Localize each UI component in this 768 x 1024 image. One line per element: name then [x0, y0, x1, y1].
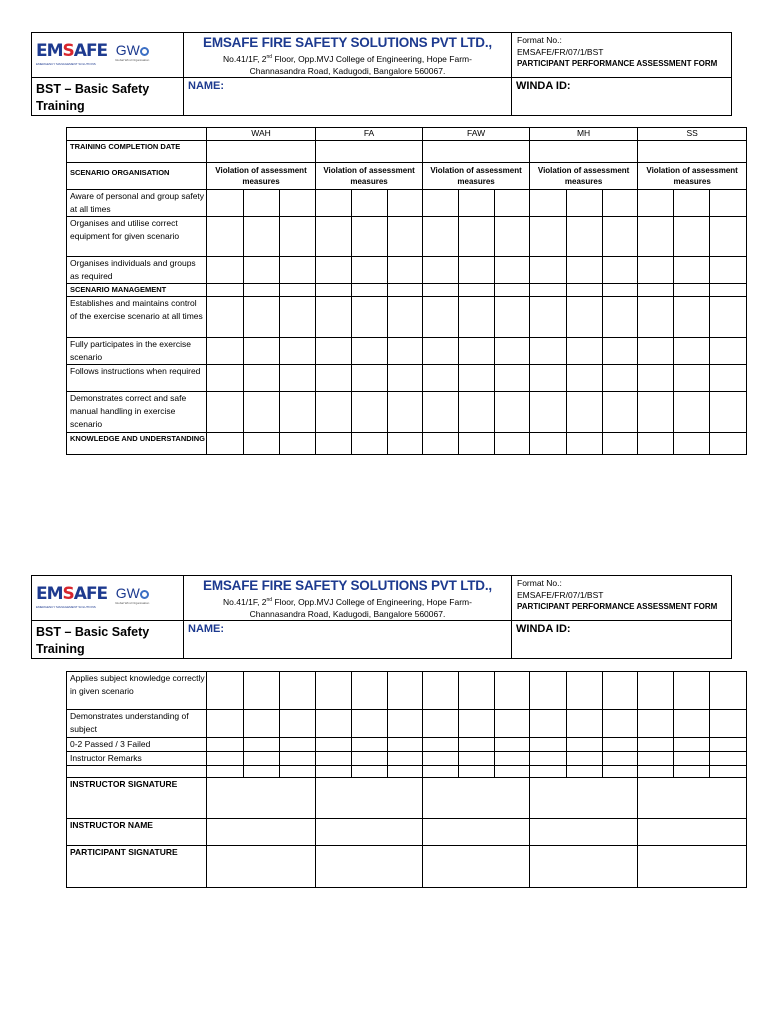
signature-cell[interactable]	[207, 778, 316, 819]
mark-cell[interactable]	[638, 710, 674, 738]
mark-cell[interactable]	[567, 365, 603, 392]
mark-cell[interactable]	[280, 284, 316, 297]
mark-cell[interactable]	[423, 433, 459, 455]
mark-cell[interactable]	[567, 338, 603, 365]
mark-cell[interactable]	[423, 672, 459, 710]
mark-cell[interactable]	[603, 257, 638, 284]
mark-cell[interactable]	[674, 672, 710, 710]
mark-cell[interactable]	[388, 217, 423, 257]
mark-cell[interactable]	[423, 365, 459, 392]
mark-cell[interactable]	[638, 365, 674, 392]
mark-cell[interactable]	[710, 766, 747, 778]
mark-cell[interactable]	[423, 297, 459, 338]
criteria-row: Organises and utilise correct equipment for given scenario	[67, 217, 747, 257]
mark-cell[interactable]	[423, 766, 459, 778]
mark-cell[interactable]	[316, 738, 352, 752]
mark-cell[interactable]	[352, 766, 388, 778]
mark-cell[interactable]	[388, 752, 423, 766]
criteria-row: Organises individuals and groups as required	[67, 257, 747, 284]
violation-header: Violation of assessment measures	[316, 163, 423, 190]
criteria-row: Instructor Remarks	[67, 752, 747, 766]
mark-cell[interactable]	[567, 190, 603, 217]
mark-cell[interactable]	[530, 190, 567, 217]
mark-cell[interactable]	[710, 190, 747, 217]
mark-cell[interactable]	[388, 338, 423, 365]
mark-cell[interactable]	[244, 297, 280, 338]
mark-cell[interactable]	[674, 392, 710, 433]
assessment-grid-1	[66, 127, 747, 455]
mark-cell[interactable]	[316, 433, 352, 455]
signature-cell[interactable]	[530, 819, 638, 846]
blank-row	[67, 766, 747, 778]
mark-cell[interactable]	[495, 257, 530, 284]
mark-cell[interactable]	[207, 338, 244, 365]
mark-cell[interactable]	[316, 217, 352, 257]
mark-cell[interactable]	[316, 190, 352, 217]
mark-cell[interactable]	[423, 190, 459, 217]
completion-date-row: TRAINING COMPLETION DATE	[67, 141, 747, 163]
mark-cell[interactable]	[603, 392, 638, 433]
mark-cell[interactable]	[459, 433, 495, 455]
mark-cell[interactable]	[388, 738, 423, 752]
criteria-row: Fully participates in the exercise scenario	[67, 338, 747, 365]
mark-cell[interactable]	[280, 297, 316, 338]
assessment-grid-2	[66, 671, 747, 888]
mark-cell[interactable]	[530, 433, 567, 455]
mark-cell[interactable]	[674, 217, 710, 257]
course-name: BST – Basic Safety Training	[32, 621, 184, 659]
signature-cell[interactable]	[530, 778, 638, 819]
signature-cell[interactable]	[207, 846, 316, 888]
mark-cell[interactable]	[459, 257, 495, 284]
mark-cell[interactable]	[674, 738, 710, 752]
mark-cell[interactable]	[603, 710, 638, 738]
mark-cell[interactable]	[459, 217, 495, 257]
mark-cell[interactable]	[207, 710, 244, 738]
mark-cell[interactable]	[207, 433, 244, 455]
mark-cell[interactable]	[495, 297, 530, 338]
mark-cell[interactable]	[495, 766, 530, 778]
signature-cell[interactable]	[638, 846, 747, 888]
name-field[interactable]: NAME:	[184, 78, 512, 116]
mark-cell[interactable]	[530, 710, 567, 738]
violation-header: Violation of assessment measures	[638, 163, 747, 190]
mark-cell[interactable]	[603, 433, 638, 455]
mark-cell[interactable]	[280, 710, 316, 738]
mark-cell[interactable]	[459, 752, 495, 766]
mark-cell[interactable]	[207, 752, 244, 766]
company-info	[184, 33, 512, 78]
section-row: SCENARIO MANAGEMENT	[67, 284, 747, 297]
criteria-row: Demonstrates correct and safe manual handling in exercise scenario	[67, 392, 747, 433]
date-cell[interactable]	[207, 141, 316, 163]
mark-cell[interactable]	[638, 672, 674, 710]
mark-cell[interactable]	[280, 433, 316, 455]
mark-cell[interactable]	[207, 284, 244, 297]
mark-cell[interactable]	[280, 365, 316, 392]
mark-cell[interactable]	[530, 297, 567, 338]
gwo-logo: GW Global Wind Organisation	[115, 42, 150, 62]
mark-cell[interactable]	[530, 217, 567, 257]
form-header-2	[31, 575, 732, 659]
mark-cell[interactable]	[674, 190, 710, 217]
mark-cell[interactable]	[280, 338, 316, 365]
signature-row	[67, 846, 747, 888]
criteria-row: Applies subject knowledge correctly in given scenario	[67, 672, 747, 710]
mark-cell[interactable]	[567, 766, 603, 778]
module-header: FAW	[423, 128, 530, 141]
mark-cell[interactable]	[710, 752, 747, 766]
mark-cell[interactable]	[244, 433, 280, 455]
form-title: PARTICIPANT PERFORMANCE ASSESSMENT FORM	[517, 59, 718, 68]
mark-cell[interactable]	[567, 672, 603, 710]
mark-cell[interactable]	[352, 297, 388, 338]
mark-cell[interactable]	[459, 190, 495, 217]
mark-cell[interactable]	[207, 392, 244, 433]
mark-cell[interactable]	[530, 257, 567, 284]
mark-cell[interactable]	[352, 365, 388, 392]
signature-cell[interactable]	[316, 778, 423, 819]
criteria-row: Demonstrates understanding of subject	[67, 710, 747, 738]
format-code: EMSAFE/FR/07/1/BST	[517, 590, 604, 600]
mark-cell[interactable]	[603, 297, 638, 338]
date-cell[interactable]	[638, 141, 747, 163]
mark-cell[interactable]	[638, 752, 674, 766]
format-info: Format No.: EMSAFE/FR/07/1/BST PARTICIPANT PERFORMANCE ASSESSMENT FORM	[512, 33, 732, 78]
winda-id-field[interactable]: WINDA ID:	[512, 78, 732, 116]
mark-cell[interactable]	[388, 710, 423, 738]
mark-cell[interactable]	[352, 672, 388, 710]
signature-cell[interactable]	[530, 846, 638, 888]
mark-cell[interactable]	[388, 365, 423, 392]
mark-cell[interactable]	[710, 297, 747, 338]
format-code: EMSAFE/FR/07/1/BST	[517, 47, 604, 57]
mark-cell[interactable]	[316, 257, 352, 284]
mark-cell[interactable]	[710, 738, 747, 752]
signature-row	[67, 778, 747, 819]
module-header: WAH	[207, 128, 316, 141]
mark-cell[interactable]	[388, 297, 423, 338]
mark-cell[interactable]	[244, 190, 280, 217]
company-address: No.41/1F, 2nd Floor, Opp.MVJ College of Engineering, Hope Farm- Channasandra Road, Kadugodi, Bangalore 560067.	[223, 53, 472, 76]
mark-cell[interactable]	[495, 365, 530, 392]
mark-cell[interactable]	[530, 766, 567, 778]
mark-cell[interactable]	[674, 284, 710, 297]
mark-cell[interactable]	[567, 710, 603, 738]
mark-cell[interactable]	[495, 710, 530, 738]
mark-cell[interactable]	[423, 338, 459, 365]
mark-cell[interactable]	[316, 365, 352, 392]
mark-cell[interactable]	[567, 284, 603, 297]
signature-cell[interactable]	[423, 778, 530, 819]
mark-cell[interactable]	[280, 738, 316, 752]
participant-signature-label: PARTICIPANT SIGNATURE	[67, 846, 207, 888]
date-cell[interactable]	[423, 141, 530, 163]
mark-cell[interactable]	[423, 710, 459, 738]
mark-cell[interactable]	[710, 710, 747, 738]
mark-cell[interactable]	[316, 284, 352, 297]
mark-cell[interactable]	[280, 217, 316, 257]
mark-cell[interactable]	[423, 284, 459, 297]
mark-cell[interactable]	[244, 365, 280, 392]
mark-cell[interactable]	[674, 766, 710, 778]
mark-cell[interactable]	[603, 190, 638, 217]
mark-cell[interactable]	[638, 190, 674, 217]
mark-cell[interactable]	[244, 284, 280, 297]
company-name: EMSAFE FIRE SAFETY SOLUTIONS PVT LTD.,	[203, 35, 492, 50]
mark-cell[interactable]	[710, 217, 747, 257]
mark-cell[interactable]	[207, 257, 244, 284]
mark-cell[interactable]	[459, 365, 495, 392]
signature-cell[interactable]	[316, 819, 423, 846]
emsafe-logo: EMSAFE EMERGENCY MANAGEMENT SOLUTIONS GW Global Wind Organisation	[36, 584, 150, 609]
mark-cell[interactable]	[388, 392, 423, 433]
instructor-signature-label: INSTRUCTOR SIGNATURE	[67, 778, 207, 819]
mark-cell[interactable]	[388, 433, 423, 455]
mark-cell[interactable]	[603, 752, 638, 766]
mark-cell[interactable]	[244, 752, 280, 766]
mark-cell[interactable]	[207, 190, 244, 217]
mark-cell[interactable]	[710, 392, 747, 433]
mark-cell[interactable]	[207, 217, 244, 257]
mark-cell[interactable]	[388, 190, 423, 217]
mark-cell[interactable]	[567, 297, 603, 338]
mark-cell[interactable]	[674, 365, 710, 392]
signature-cell[interactable]	[207, 819, 316, 846]
company-address: No.41/1F, 2nd Floor, Opp.MVJ College of Engineering, Hope Farm- Channasandra Road, Kadugodi, Bangalore 560067.	[223, 596, 472, 619]
signature-cell[interactable]	[423, 819, 530, 846]
mark-cell[interactable]	[280, 392, 316, 433]
mark-cell[interactable]	[388, 257, 423, 284]
mark-cell[interactable]	[280, 257, 316, 284]
mark-cell[interactable]	[638, 433, 674, 455]
mark-cell[interactable]	[280, 752, 316, 766]
module-header: FA	[316, 128, 423, 141]
mark-cell[interactable]	[567, 217, 603, 257]
name-field[interactable]: NAME:	[184, 621, 512, 659]
mark-cell[interactable]	[316, 710, 352, 738]
mark-cell[interactable]	[244, 392, 280, 433]
mark-cell[interactable]	[530, 338, 567, 365]
violation-header: Violation of assessment measures	[207, 163, 316, 190]
mark-cell[interactable]	[530, 284, 567, 297]
mark-cell[interactable]	[244, 672, 280, 710]
mark-cell[interactable]	[674, 297, 710, 338]
mark-cell[interactable]	[530, 365, 567, 392]
mark-cell[interactable]	[603, 338, 638, 365]
mark-cell[interactable]	[567, 433, 603, 455]
company-name: EMSAFE FIRE SAFETY SOLUTIONS PVT LTD.,	[203, 578, 492, 593]
mark-cell[interactable]	[388, 284, 423, 297]
module-header: SS	[638, 128, 747, 141]
mark-cell[interactable]	[352, 190, 388, 217]
instructor-name-label: INSTRUCTOR NAME	[67, 819, 207, 846]
mark-cell[interactable]	[674, 710, 710, 738]
mark-cell[interactable]	[352, 257, 388, 284]
mark-cell[interactable]	[316, 672, 352, 710]
mark-cell[interactable]	[530, 392, 567, 433]
mark-cell[interactable]	[603, 738, 638, 752]
mark-cell[interactable]	[530, 738, 567, 752]
signature-cell[interactable]	[638, 778, 747, 819]
mark-cell[interactable]	[567, 257, 603, 284]
mark-cell[interactable]	[459, 284, 495, 297]
mark-cell[interactable]	[603, 365, 638, 392]
mark-cell[interactable]	[495, 284, 530, 297]
mark-cell[interactable]	[459, 672, 495, 710]
mark-cell[interactable]	[244, 710, 280, 738]
logo-cell	[32, 576, 184, 621]
mark-cell[interactable]	[459, 710, 495, 738]
mark-cell[interactable]	[674, 752, 710, 766]
form-title: PARTICIPANT PERFORMANCE ASSESSMENT FORM	[517, 602, 718, 611]
mark-cell[interactable]	[423, 392, 459, 433]
mark-cell[interactable]	[710, 433, 747, 455]
mark-cell[interactable]	[459, 338, 495, 365]
date-cell[interactable]	[316, 141, 423, 163]
form-header-1	[31, 32, 732, 116]
mark-cell[interactable]	[638, 217, 674, 257]
mark-cell[interactable]	[388, 766, 423, 778]
mark-cell[interactable]	[352, 338, 388, 365]
violation-header: Violation of assessment measures	[423, 163, 530, 190]
mark-cell[interactable]	[244, 338, 280, 365]
criteria-row: Aware of personal and group safety at all times	[67, 190, 747, 217]
mark-cell[interactable]	[316, 766, 352, 778]
mark-cell[interactable]	[316, 392, 352, 433]
mark-cell[interactable]	[423, 257, 459, 284]
mark-cell[interactable]	[388, 672, 423, 710]
mark-cell[interactable]	[638, 284, 674, 297]
mark-cell[interactable]	[638, 738, 674, 752]
mark-cell[interactable]	[280, 672, 316, 710]
scenario-organisation-row: SCENARIO ORGANISATION Violation of assessment measures Violation of assessment measures Violation of assessment measures Violation of assessment measures Violation of assessment measures	[67, 163, 747, 190]
mark-cell[interactable]	[530, 672, 567, 710]
mark-cell[interactable]	[603, 672, 638, 710]
mark-cell[interactable]	[567, 392, 603, 433]
mark-cell[interactable]	[567, 738, 603, 752]
date-cell[interactable]	[530, 141, 638, 163]
mark-cell[interactable]	[423, 752, 459, 766]
mark-cell[interactable]	[495, 392, 530, 433]
mark-cell[interactable]	[495, 738, 530, 752]
mark-cell[interactable]	[530, 752, 567, 766]
mark-cell[interactable]	[207, 766, 244, 778]
mark-cell[interactable]	[459, 392, 495, 433]
mark-cell[interactable]	[316, 297, 352, 338]
format-info: Format No.: EMSAFE/FR/07/1/BST PARTICIPANT PERFORMANCE ASSESSMENT FORM	[512, 576, 732, 621]
mark-cell[interactable]	[459, 297, 495, 338]
mark-cell[interactable]	[316, 338, 352, 365]
mark-cell[interactable]	[316, 752, 352, 766]
mark-cell[interactable]	[280, 766, 316, 778]
mark-cell[interactable]	[244, 766, 280, 778]
gwo-logo: GW Global Wind Organisation	[115, 585, 150, 605]
mark-cell[interactable]	[710, 338, 747, 365]
mark-cell[interactable]	[495, 338, 530, 365]
mark-cell[interactable]	[710, 257, 747, 284]
mark-cell[interactable]	[352, 392, 388, 433]
winda-id-field[interactable]: WINDA ID:	[512, 621, 732, 659]
mark-cell[interactable]	[352, 752, 388, 766]
mark-cell[interactable]	[244, 738, 280, 752]
mark-cell[interactable]	[603, 766, 638, 778]
mark-cell[interactable]	[603, 284, 638, 297]
mark-cell[interactable]	[423, 738, 459, 752]
signature-cell[interactable]	[316, 846, 423, 888]
mark-cell[interactable]	[710, 365, 747, 392]
criteria-row: Establishes and maintains control of the exercise scenario at all times	[67, 297, 747, 338]
criteria-row: Follows instructions when required	[67, 365, 747, 392]
signature-cell[interactable]	[638, 819, 747, 846]
mark-cell[interactable]	[352, 217, 388, 257]
mark-cell[interactable]	[710, 284, 747, 297]
mark-cell[interactable]	[567, 752, 603, 766]
module-header-row	[67, 128, 747, 141]
mark-cell[interactable]	[638, 338, 674, 365]
mark-cell[interactable]	[459, 738, 495, 752]
mark-cell[interactable]	[674, 338, 710, 365]
mark-cell[interactable]	[638, 766, 674, 778]
mark-cell[interactable]	[459, 766, 495, 778]
violation-header: Violation of assessment measures	[530, 163, 638, 190]
mark-cell[interactable]	[710, 672, 747, 710]
section-row: KNOWLEDGE AND UNDERSTANDING	[67, 433, 747, 455]
mark-cell[interactable]	[638, 297, 674, 338]
mark-cell[interactable]	[207, 672, 244, 710]
mark-cell[interactable]	[244, 257, 280, 284]
mark-cell[interactable]	[674, 257, 710, 284]
course-name: BST – Basic Safety Training	[32, 78, 184, 116]
company-info	[184, 576, 512, 621]
mark-cell[interactable]	[495, 217, 530, 257]
criteria-row: 0-2 Passed / 3 Failed	[67, 738, 747, 752]
mark-cell[interactable]	[207, 297, 244, 338]
mark-cell[interactable]	[423, 217, 459, 257]
signature-row	[67, 819, 747, 846]
mark-cell[interactable]	[674, 433, 710, 455]
mark-cell[interactable]	[638, 392, 674, 433]
signature-cell[interactable]	[423, 846, 530, 888]
mark-cell[interactable]	[207, 738, 244, 752]
emsafe-logo: EMSAFE EMERGENCY MANAGEMENT SOLUTIONS GW Global Wind Organisation	[36, 41, 150, 66]
logo-cell	[32, 33, 184, 78]
mark-cell[interactable]	[207, 365, 244, 392]
mark-cell[interactable]	[638, 257, 674, 284]
mark-cell[interactable]	[495, 433, 530, 455]
mark-cell[interactable]	[495, 190, 530, 217]
mark-cell[interactable]	[352, 433, 388, 455]
module-header: MH	[530, 128, 638, 141]
mark-cell[interactable]	[352, 738, 388, 752]
mark-cell[interactable]	[352, 710, 388, 738]
mark-cell[interactable]	[280, 190, 316, 217]
mark-cell[interactable]	[603, 217, 638, 257]
mark-cell[interactable]	[244, 217, 280, 257]
mark-cell[interactable]	[495, 672, 530, 710]
mark-cell[interactable]	[352, 284, 388, 297]
mark-cell[interactable]	[495, 752, 530, 766]
